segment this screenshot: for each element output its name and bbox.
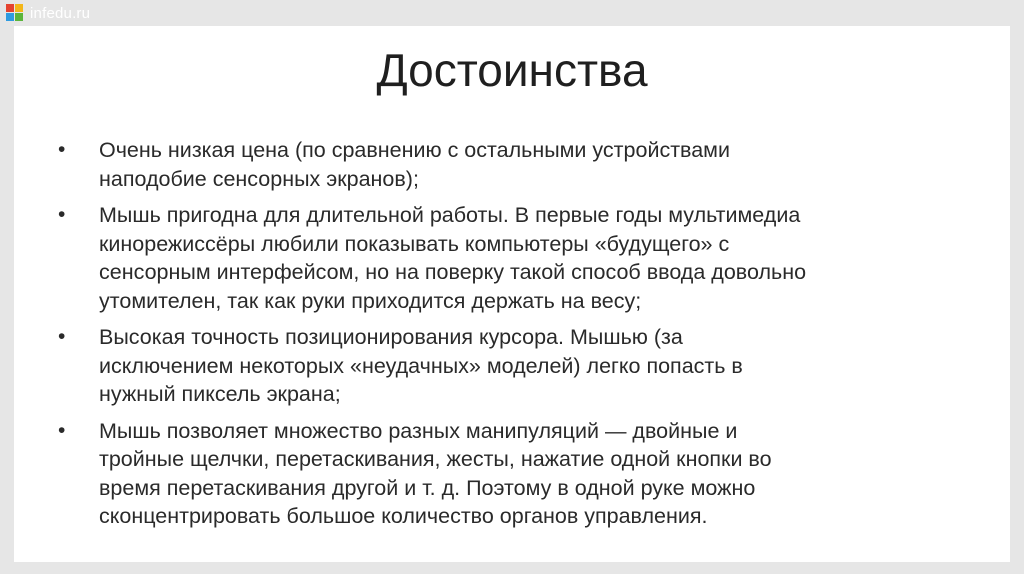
- bullet-line: исключением некоторых «неудачных» моделей) легко попасть в: [99, 353, 743, 378]
- bullet-line: нужный пиксель экрана;: [99, 382, 341, 406]
- slide-title: Достоинства: [376, 44, 648, 96]
- bullet-marker: •: [58, 325, 66, 348]
- bullet-item: [58, 136, 958, 193]
- bullet-line: тройные щелчки, перетаскивания, жесты, нажатие одной кнопки во: [99, 447, 772, 471]
- bullet-item: [58, 417, 958, 531]
- bullet-marker: •: [58, 138, 66, 161]
- bullet-marker: •: [58, 418, 66, 442]
- bullet-line: утомителен, так как руки приходится держать на весу;: [99, 288, 642, 313]
- bullet-line: время перетаскивания другой и т. д. Поэтому в одной руке можно: [99, 475, 756, 500]
- bullet-item: [58, 323, 958, 409]
- bullet-item: [58, 201, 958, 315]
- bullet-line: сконцентрировать большое количество органов управления.: [99, 504, 708, 528]
- slide: [14, 26, 1010, 562]
- bullet-line: Очень низкая цена (по сравнению с остальными устройствами: [99, 138, 730, 162]
- site-brand[interactable]: [6, 2, 90, 24]
- site-logo-icon: [6, 4, 24, 22]
- bullet-line: Мышь позволяет множество разных манипуляций — двойные и: [99, 418, 738, 443]
- bullet-line: Высокая точность позиционирования курсора. Мышью (за: [99, 325, 683, 349]
- bullet-line: наподобие сенсорных экранов);: [99, 166, 419, 191]
- bullet-list: [58, 136, 958, 539]
- bullet-line: сенсорным интерфейсом, но на поверку такой способ ввода довольно: [99, 260, 807, 284]
- bullet-marker: •: [58, 203, 66, 226]
- bullet-line: Мышь пригодна для длительной работы. В первые годы мультимедиа: [99, 203, 801, 227]
- site-name[interactable]: infedu.ru: [30, 4, 91, 22]
- bullet-line: кинорежиссёры любили показывать компьютеры «будущего» с: [99, 231, 730, 256]
